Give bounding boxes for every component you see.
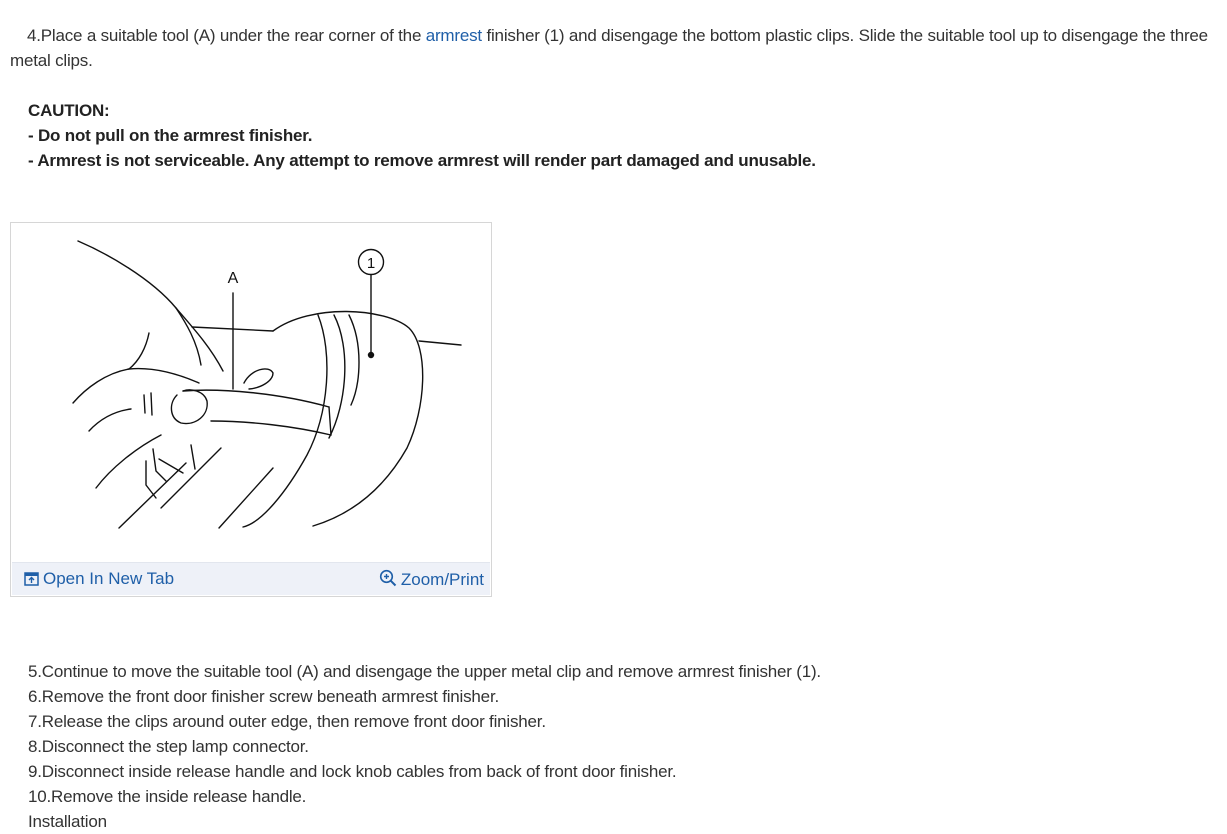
open-new-tab-label: Open In New Tab [43, 569, 175, 588]
zoom-print-label: Zoom/Print [400, 570, 484, 589]
list-item: 6.Remove the front door finisher screw beneath armrest finisher. [28, 687, 499, 706]
steps-list [28, 659, 821, 834]
armrest-illustration [11, 223, 491, 563]
caution-item: - Armrest is not serviceable. Any attempt to remove armrest will render part damaged and unusable. [28, 151, 816, 170]
list-item: 5.Continue to move the suitable tool (A) and disengage the upper metal clip and remove armrest finisher (1). [28, 662, 821, 681]
open-new-tab-button[interactable] [24, 569, 174, 589]
caution-block [28, 98, 816, 173]
list-item: 7.Release the clips around outer edge, then remove front door finisher. [28, 712, 546, 731]
zoom-print-button[interactable] [379, 569, 484, 590]
step-4-after-link: finisher (1) and disengage the bottom plastic clips. Slide the suitable tool up to disengage the three metal clips. [10, 26, 1208, 70]
caution-item: - Do not pull on the armrest finisher. [28, 126, 313, 145]
figure-armrest-removal [10, 222, 492, 597]
list-item: 10.Remove the inside release handle. [28, 787, 307, 806]
figure-footer [12, 562, 490, 595]
label-a: A [227, 270, 239, 287]
caution-heading: CAUTION: [28, 101, 110, 120]
installation-heading: Installation [28, 812, 107, 831]
list-item: 8.Disconnect the step lamp connector. [28, 737, 309, 756]
open-new-tab-icon [24, 572, 39, 586]
zoom-icon [379, 569, 397, 587]
list-item: 9.Disconnect inside release handle and lock knob cables from back of front door finisher. [28, 762, 677, 781]
step-4-before-link: 4.Place a suitable tool (A) under the rear corner of the [27, 26, 426, 45]
step-4-text [10, 23, 1225, 73]
armrest-link[interactable]: armrest [425, 26, 482, 45]
label-1: 1 [366, 255, 376, 272]
